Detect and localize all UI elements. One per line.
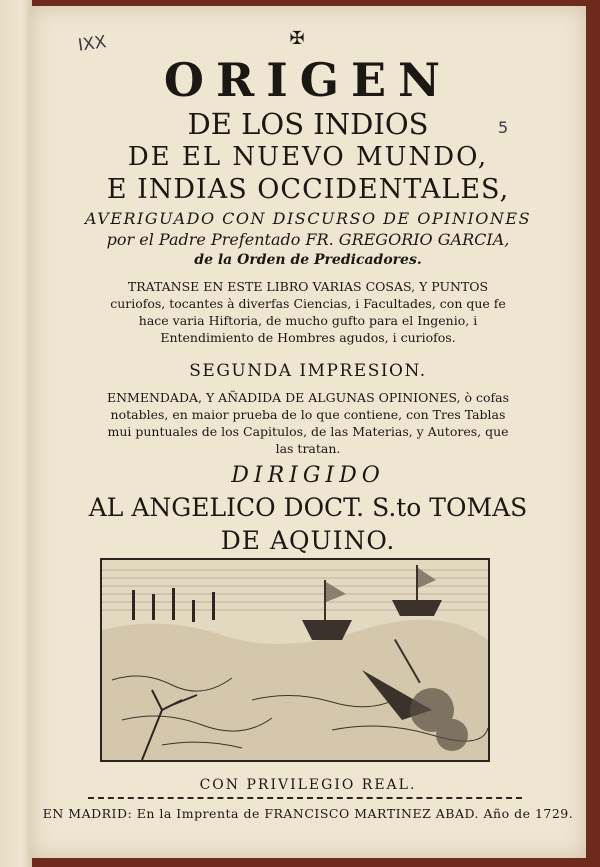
- cross-ornament-icon: ✠: [289, 28, 305, 49]
- privilege-line: CON PRIVILEGIO REAL.: [199, 777, 417, 793]
- title-origen: ORIGEN: [163, 53, 453, 107]
- title-line-5: AVERIGUADO CON DISCURSO DE OPINIONES: [84, 209, 532, 228]
- handwritten-note: IXX: [76, 32, 108, 56]
- handwritten-number: 5: [498, 118, 509, 137]
- amendment-paragraph: ENMENDADA, Y AÑADIDA DE ALGUNAS OPINIONES, ò cofas notables, en maior prueba de lo que contiene, con Tres Tablas mui puntuales de los Capitulos, de las Materias, y Autores, que las tratan.: [106, 390, 509, 456]
- facing-leaf-edge: [0, 0, 32, 867]
- imprint-line: EN MADRID: En la Imprenta de FRANCISCO MARTINEZ ABAD. Año de 1729.: [42, 806, 574, 821]
- author-line: por el Padre Prefentado FR. GREGORIO GARCIA,: [106, 230, 510, 249]
- dedication-line-3: DE AQUINO.: [220, 526, 396, 555]
- title-line-2: DE LOS INDIOS: [187, 107, 429, 141]
- dedication-line-2: AL ANGELICO DOCT. S.to TOMAS: [88, 493, 528, 522]
- title-line-3: DE EL NUEVO MUNDO,: [127, 142, 489, 172]
- order-line: de la Orden de Predicadores.: [194, 252, 422, 268]
- ships-engraving-icon: [102, 560, 488, 760]
- dedication-dirigido: DIRIGIDO: [231, 463, 385, 488]
- edition-line: SEGUNDA IMPRESION.: [189, 361, 427, 381]
- description-paragraph: TRATANSE EN ESTE LIBRO VARIAS COSAS, Y PUNTOS curiofos, tocantes à diverfas Ciencias, i Facultades, con que fe hace varia Hiftoria, de mucho gufto para el Ingenio, i Entendimiento de Hombres agudos, i curiofos.: [110, 279, 506, 345]
- divider-rule: [88, 797, 522, 799]
- title-line-4: E INDIAS OCCIDENTALES,: [106, 174, 510, 205]
- engraving-illustration: [100, 558, 490, 762]
